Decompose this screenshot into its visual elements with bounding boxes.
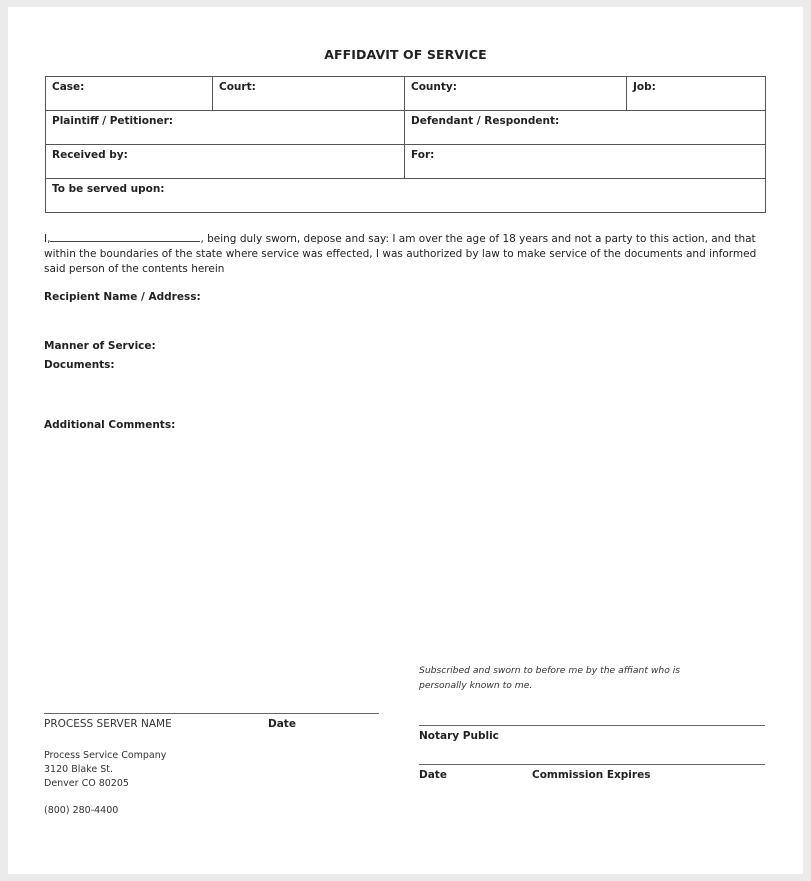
commission-expires-label: Commission Expires [532,769,651,781]
case-cell: Case: [46,77,213,111]
additional-comments-label: Additional Comments: [44,419,176,431]
plaintiff-cell: Plaintiff / Petitioner: [46,111,405,145]
recipient-label: Recipient Name / Address: [44,291,201,303]
county-cell: County: [405,77,627,111]
sworn-statement [44,231,766,277]
process-server-name-label: PROCESS SERVER NAME [44,718,172,730]
company-address [44,749,166,791]
for-cell: For: [405,145,766,179]
company-city: Denver CO 80205 [44,778,129,789]
company-street: 3120 Blake St. [44,764,113,775]
server-date-label: Date [268,718,296,730]
court-cell: Court: [213,77,405,111]
document-page [8,7,803,874]
table-row [46,77,766,111]
served-upon-cell: To be served upon: [46,179,766,213]
company-phone: (800) 280-4400 [44,805,119,816]
table-row [46,145,766,179]
notary-signature-line [419,725,765,726]
affiant-name-blank [50,231,200,242]
manner-of-service-label: Manner of Service: [44,340,156,352]
statement-body: , being duly sworn, depose and say: I am over the age of 18 years and not a party to this action, and that within the boundaries of the state where service was effected, I was authorized by law to make service of the documents and informed said person of the contents herein [44,233,757,275]
job-cell: Job: [627,77,766,111]
statement-prefix: I, [44,233,51,245]
documents-label: Documents: [44,359,115,371]
table-row [46,179,766,213]
notary-public-label: Notary Public [419,730,499,742]
server-signature-line [44,713,379,714]
received-by-cell: Received by: [46,145,405,179]
case-info-table [45,76,766,213]
document-title: AFFIDAVIT OF SERVICE [324,47,487,62]
oath-statement: Subscribed and sworn to before me by the affiant who is personally known to me. [419,665,681,691]
table-row [46,111,766,145]
notary-date-label: Date [419,769,447,781]
date-commission-line [419,764,765,765]
defendant-cell: Defendant / Respondent: [405,111,766,145]
company-name: Process Service Company [44,750,167,761]
